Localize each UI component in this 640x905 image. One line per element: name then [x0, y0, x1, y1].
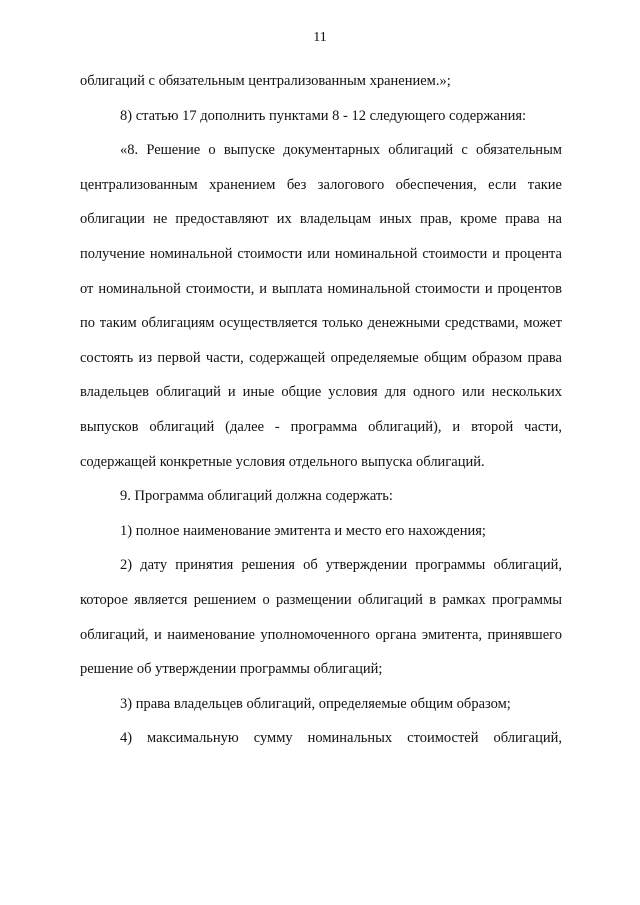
document-body [80, 64, 562, 756]
paragraph-subitem-3: 3) права владельцев облигаций, определяемые общим образом; [120, 695, 511, 712]
paragraph-clause-9: 9. Программа облигаций должна содержать: [120, 488, 393, 505]
paragraph-subitem-1: 1) полное наименование эмитента и место его нахождения; [120, 522, 486, 539]
paragraph-continuation: облигаций с обязательным централизованным хранением.»; [80, 73, 451, 89]
paragraph-subitem-2: 2) дату принятия решения об утверждении программы облигаций, которое является решением о размещении облигаций в рамках программы облигаций, и наименование уполномоченного органа эмитента, принявшего решение об утверждении программы облигаций; [80, 557, 562, 678]
paragraph-item-8: 8) статью 17 дополнить пунктами 8 - 12 следующего содержания: [120, 107, 527, 124]
paragraph-subitem-4: 4) максимальную сумму номинальных стоимостей облигаций, [120, 730, 562, 747]
page-number: 11 [313, 30, 327, 45]
paragraph-clause-8: «8. Решение о выпуске документарных облигаций с обязательным централизованным хранением без залогового обеспечения, если такие облигации не предоставляют их владельцам иных прав, кроме права на получение номинальной стоимости или номинальной стоимости и процента от номинальной стоимости, и выплата номинальной стоимости и процентов по таким облигациям осуществляется только денежными средствами, может состоять из первой части, содержащей определяемые общим образом права владельцев облигаций и иные общие условия для одного или нескольких выпусков облигаций (далее - программа облигаций), и второй части, содержащей конкретные условия отдельного выпуска облигаций. [80, 142, 562, 470]
